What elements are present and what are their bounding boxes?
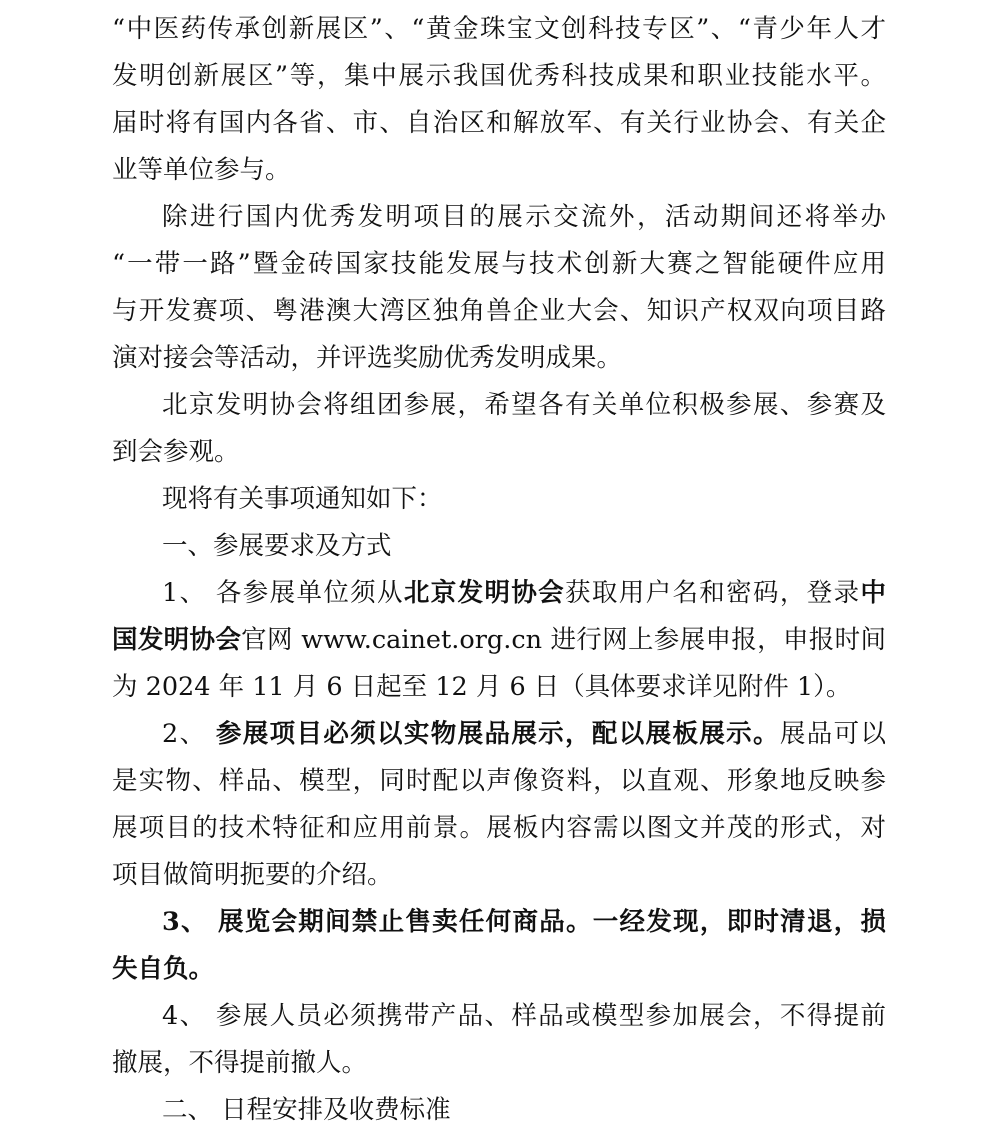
- item-1-bold-org: 北京发明协会: [403, 578, 566, 608]
- item-1-text: 获取用户名和密码，登录: [565, 578, 861, 608]
- item-2-text: 2、: [162, 719, 216, 749]
- paragraph-line: “中医药传承创新展区”、“黄金珠宝文创科技专区”、“青少年人才: [112, 14, 886, 44]
- item-2-line: 展项目的技术特征和应用前景。展板内容需以图文并茂的形式，对: [112, 813, 886, 843]
- item-1-line: [112, 623, 886, 657]
- section-heading: 二、 日程安排及收费标准: [162, 1095, 451, 1125]
- item-1-bold-org: 中: [860, 578, 886, 608]
- item-2-line: 是实物、样品、模型，同时配以声像资料，以直观、形象地反映参: [112, 766, 886, 796]
- paragraph-line: 与开发赛项、粤港澳大湾区独角兽企业大会、知识产权双向项目路: [112, 296, 886, 326]
- item-1-text: 1、 各参展单位须从: [162, 578, 404, 608]
- paragraph-line: 除进行国内优秀发明项目的展示交流外，活动期间还将举办: [162, 202, 886, 232]
- item-2-bold-text: 参展项目必须以实物展品展示，配以展板展示。: [215, 719, 780, 749]
- paragraph-line: 北京发明协会将组团参展，希望各有关单位积极参展、参赛及: [162, 390, 886, 420]
- item-1-bold-org: 国发明协会: [112, 625, 242, 655]
- item-1-line: 为 2024 年 11 月 6 日起至 12 月 6 日（具体要求详见附件 1）。: [112, 672, 852, 702]
- paragraph-line: 发明创新展区”等，集中展示我国优秀科技成果和职业技能水平。: [112, 61, 886, 91]
- paragraph-line: 到会参观。: [112, 437, 240, 467]
- item-2-line: [162, 717, 886, 751]
- item-2-line: 项目做简明扼要的介绍。: [112, 860, 393, 890]
- item-3-line: 3、 展览会期间禁止售卖任何商品。一经发现，即时清退，损: [162, 907, 886, 937]
- paragraph-line: 业等单位参与。: [112, 155, 291, 185]
- paragraph-line: “一带一路”暨金砖国家技能发展与技术创新大赛之智能硬件应用: [112, 249, 886, 279]
- paragraph-line: 届时将有国内各省、市、自治区和解放军、有关行业协会、有关企: [112, 108, 886, 138]
- paragraph-line: 演对接会等活动，并评选奖励优秀发明成果。: [112, 343, 623, 373]
- section-heading: 一、参展要求及方式: [162, 531, 392, 561]
- item-4-line: 4、 参展人员必须携带产品、样品或模型参加展会，不得提前: [162, 1001, 886, 1031]
- item-3-line: 失自负。: [112, 954, 215, 984]
- item-4-line: 撤展，不得提前撤人。: [112, 1048, 368, 1078]
- item-1-line: [162, 576, 886, 610]
- item-2-text: 展品可以: [779, 719, 886, 749]
- paragraph-line: 现将有关事项通知如下：: [162, 484, 443, 514]
- item-1-text: 官网 www.cainet.org.cn 进行网上参展申报，申报时间: [241, 625, 886, 655]
